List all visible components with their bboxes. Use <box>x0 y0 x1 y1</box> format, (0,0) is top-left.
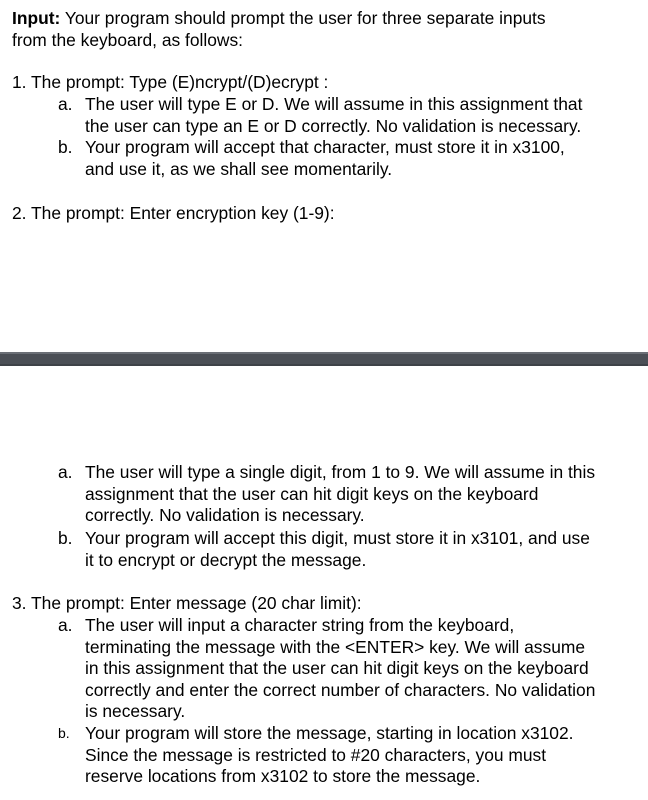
list-item-2b-marker: b. <box>58 528 73 548</box>
list-item-3b-line-2: Since the message is restricted to #20 characters, you must <box>85 744 547 765</box>
list-item-3-text: The prompt: Enter message (20 char limit): <box>31 593 362 613</box>
list-item-3-marker: 3. <box>12 593 27 613</box>
list-item-2-marker: 2. <box>12 203 27 223</box>
input-heading: Input: <box>12 8 61 28</box>
list-item-1 <box>12 72 328 94</box>
list-item-2-text: The prompt: Enter encryption key (1-9): <box>31 203 335 223</box>
list-item-2a-marker: a. <box>58 462 73 482</box>
intro-line-1: Your program should prompt the user for three separate inputs <box>60 8 546 28</box>
list-item-2a-line-1: The user will type a single digit, from 1 to 9. We will assume in this <box>85 462 596 482</box>
list-item-3a-line-2: terminating the message with the <ENTER> key. We will assume <box>85 636 586 657</box>
list-item-3a-line-3: in this assignment that the user can hit digit keys on the keyboard <box>85 658 589 678</box>
list-item-3b-line-3: reserve locations from x3102 to store the message. <box>85 766 481 786</box>
list-item-1b-line-2: and use it, as we shall see momentarily. <box>85 158 393 179</box>
intro-line-2: from the keyboard, as follows: <box>12 29 244 50</box>
list-item-3a-line-4: correctly and enter the correct number of characters. No validation <box>85 679 596 700</box>
list-item-2b-line-1: Your program will accept this digit, must store it in x3101, and use <box>85 528 590 548</box>
list-item-3b-line-1: Your program will store the message, starting in location x3102. <box>85 723 574 743</box>
list-item-3a-marker: a. <box>58 615 73 635</box>
list-item-1a-line-1: The user will type E or D. We will assume in this assignment that <box>85 94 583 114</box>
list-item-3 <box>12 593 362 615</box>
document-page-top <box>0 0 648 352</box>
list-item-3a-line-5: is necessary. <box>85 701 186 721</box>
list-item-2a-line-3: correctly. No validation is necessary. <box>85 505 365 525</box>
list-item-3b-marker: b. <box>58 725 70 741</box>
list-item-1b-line-1: Your program will accept that character, must store it in x3100, <box>85 137 565 157</box>
list-item-2b-line-2: it to encrypt or decrypt the message. <box>85 549 367 570</box>
document-page-bottom <box>0 366 648 800</box>
list-item-2a-line-2: assignment that the user can hit digit keys on the keyboard <box>85 483 539 504</box>
list-item-2 <box>12 203 335 225</box>
list-item-3a-line-1: The user will input a character string from the keyboard, <box>85 615 515 635</box>
page-break-divider <box>0 352 648 366</box>
list-item-1a-line-2: the user can type an E or D correctly. No validation is necessary. <box>85 115 582 136</box>
list-item-1-marker: 1. <box>12 72 27 92</box>
list-item-1b-marker: b. <box>58 137 73 157</box>
intro-paragraph <box>12 8 642 51</box>
list-item-1-text: The prompt: Type (E)ncrypt/(D)ecrypt : <box>31 72 329 92</box>
list-item-1a-marker: a. <box>58 94 73 114</box>
